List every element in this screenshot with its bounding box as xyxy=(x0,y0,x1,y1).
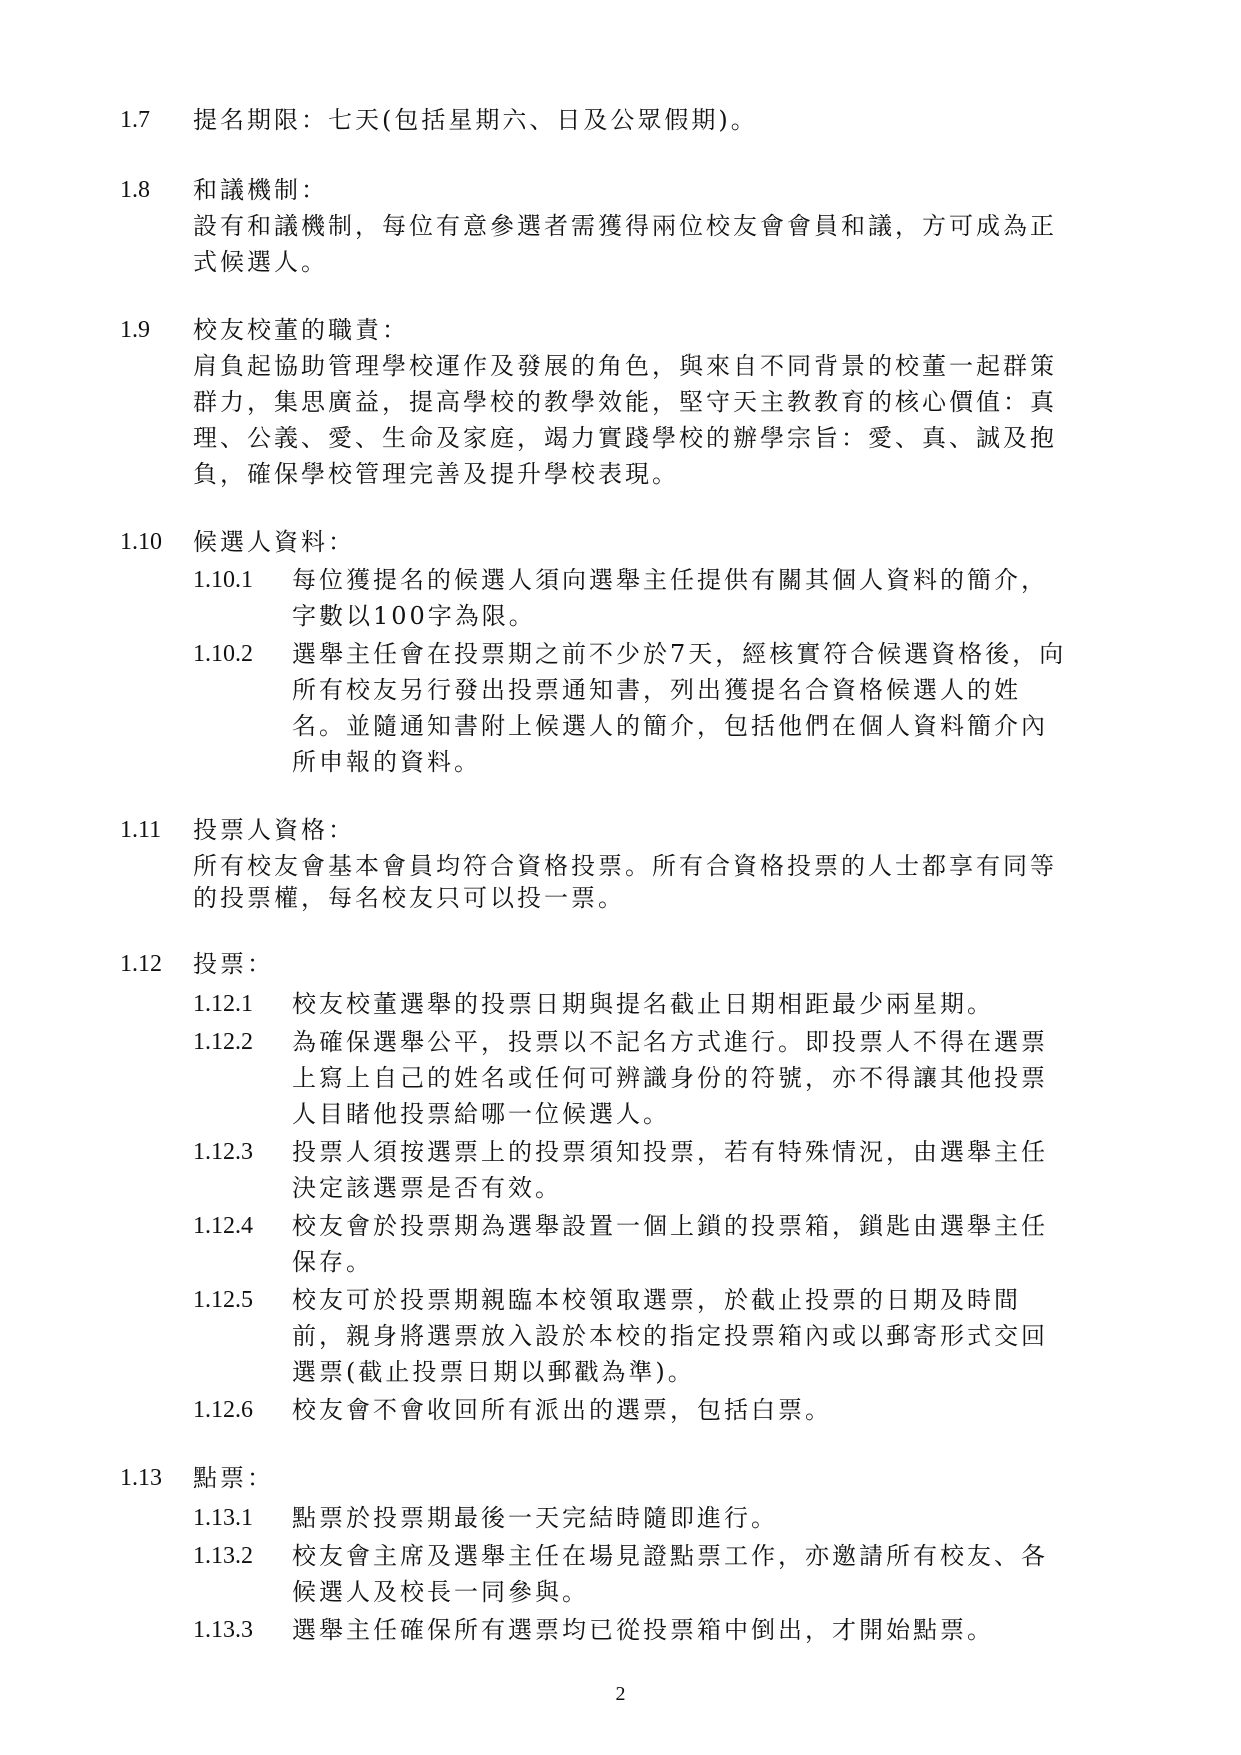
subsection-line: 字數以100字為限。 xyxy=(292,602,536,630)
section-heading: 提名期限：七天(包括星期六、日及公眾假期)。 xyxy=(193,106,758,134)
section-heading: 候選人資料： xyxy=(193,528,355,556)
section-body-line: 所有校友會基本會員均符合資格投票。所有合資格投票的人士都享有同等 xyxy=(193,852,1057,880)
subsection-number: 1.12.5 xyxy=(193,1287,253,1313)
section-number: 1.10 xyxy=(120,529,162,555)
subsection-line: 選舉主任會在投票期之前不少於7天，經核實符合候選資格後，向 xyxy=(292,640,1067,668)
subsection-number: 1.13.3 xyxy=(193,1617,253,1643)
subsection-line: 名。並隨通知書附上候選人的簡介，包括他們在個人資料簡介內 xyxy=(292,712,1048,740)
subsection-line: 校友會主席及選舉主任在場見證點票工作，亦邀請所有校友、各 xyxy=(292,1542,1048,1570)
subsection-line: 前，親身將選票放入設於本校的指定投票箱內或以郵寄形式交回 xyxy=(292,1322,1048,1350)
subsection-line: 決定該選票是否有效。 xyxy=(292,1174,562,1202)
subsection-number: 1.12.1 xyxy=(193,991,253,1017)
subsection-line: 保存。 xyxy=(292,1248,373,1276)
section-heading: 校友校董的職責： xyxy=(193,316,409,344)
subsection-line: 所申報的資料。 xyxy=(292,748,481,776)
subsection-line: 每位獲提名的候選人須向選舉主任提供有關其個人資料的簡介， xyxy=(292,566,1048,594)
subsection-line: 校友校董選舉的投票日期與提名截止日期相距最少兩星期。 xyxy=(292,990,994,1018)
section-body-line: 設有和議機制，每位有意參選者需獲得兩位校友會會員和議，方可成為正 xyxy=(193,212,1057,240)
subsection-line: 所有校友另行發出投票通知書，列出獲提名合資格候選人的姓 xyxy=(292,676,1021,704)
subsection-line: 選舉主任確保所有選票均已從投票箱中倒出，才開始點票。 xyxy=(292,1616,994,1644)
subsection-number: 1.12.6 xyxy=(193,1397,253,1423)
section-body-line: 的投票權，每名校友只可以投一票。 xyxy=(193,884,625,912)
section-heading: 投票： xyxy=(193,950,274,978)
section-body-line: 理、公義、愛、生命及家庭，竭力實踐學校的辦學宗旨：愛、真、誠及抱 xyxy=(193,424,1057,452)
subsection-line: 校友可於投票期親臨本校領取選票，於截止投票的日期及時間 xyxy=(292,1286,1021,1314)
subsection-number: 1.13.1 xyxy=(193,1505,253,1531)
subsection-line: 為確保選舉公平，投票以不記名方式進行。即投票人不得在選票 xyxy=(292,1028,1048,1056)
subsection-line: 選票(截止投票日期以郵戳為準)。 xyxy=(292,1358,695,1386)
section-body-line: 群力，集思廣益，提高學校的教學效能，堅守天主教教育的核心價值：真 xyxy=(193,388,1057,416)
section-body-line: 負，確保學校管理完善及提升學校表現。 xyxy=(193,460,679,488)
subsection-number: 1.12.4 xyxy=(193,1213,253,1239)
subsection-number: 1.12.2 xyxy=(193,1029,253,1055)
subsection-number: 1.12.3 xyxy=(193,1139,253,1165)
subsection-line: 上寫上自己的姓名或任何可辨識身份的符號，亦不得讓其他投票 xyxy=(292,1064,1048,1092)
section-number: 1.11 xyxy=(120,817,162,843)
section-heading: 投票人資格： xyxy=(193,816,355,844)
section-heading: 和議機制： xyxy=(193,176,328,204)
subsection-number: 1.10.2 xyxy=(193,641,253,667)
page-number: 2 xyxy=(615,1683,626,1705)
section-number: 1.8 xyxy=(120,177,150,203)
section-body-line: 肩負起協助管理學校運作及發展的角色，與來自不同背景的校董一起群策 xyxy=(193,352,1057,380)
section-number: 1.9 xyxy=(120,317,150,343)
subsection-line: 點票於投票期最後一天完結時隨即進行。 xyxy=(292,1504,778,1532)
subsection-number: 1.13.2 xyxy=(193,1543,253,1569)
subsection-line: 校友會於投票期為選舉設置一個上鎖的投票箱，鎖匙由選舉主任 xyxy=(292,1212,1048,1240)
subsection-line: 校友會不會收回所有派出的選票，包括白票。 xyxy=(292,1396,832,1424)
section-number: 1.12 xyxy=(120,951,162,977)
subsection-line: 人目睹他投票給哪一位候選人。 xyxy=(292,1100,670,1128)
section-number: 1.7 xyxy=(120,107,150,133)
section-body-line: 式候選人。 xyxy=(193,248,328,276)
subsection-line: 候選人及校長一同參與。 xyxy=(292,1578,589,1606)
subsection-line: 投票人須按選票上的投票須知投票，若有特殊情況，由選舉主任 xyxy=(292,1138,1048,1166)
section-heading: 點票： xyxy=(193,1464,274,1492)
section-number: 1.13 xyxy=(120,1465,162,1491)
subsection-number: 1.10.1 xyxy=(193,567,253,593)
